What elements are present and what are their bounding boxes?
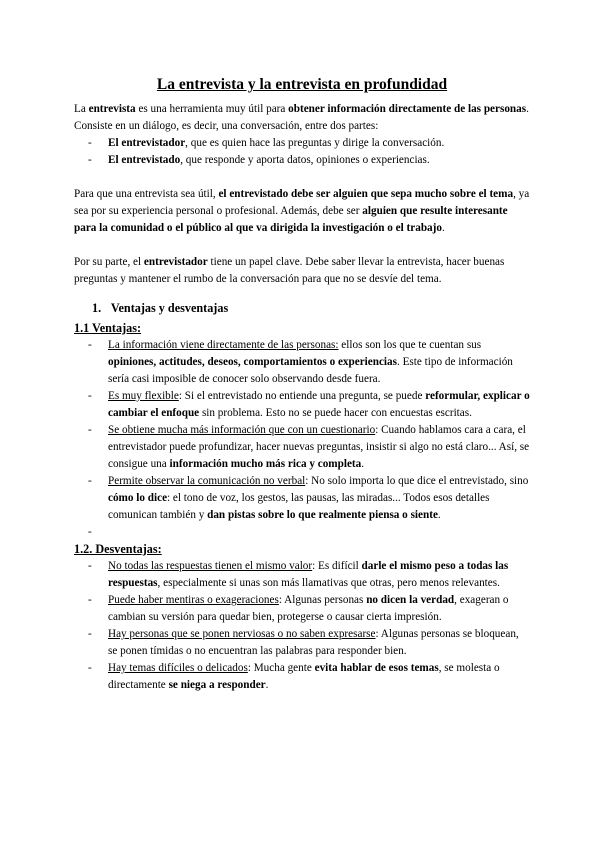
list-item-bold: El entrevistador xyxy=(108,137,186,149)
paragraph-entrevistador xyxy=(74,254,530,288)
list-item xyxy=(74,592,530,626)
spacer xyxy=(74,237,530,254)
para-bold: el entrevistado debe ser alguien que sepa mucho sobre el tema xyxy=(218,188,514,200)
list-item xyxy=(74,135,530,152)
item-bold: cómo lo dice xyxy=(108,492,168,504)
item-text: . xyxy=(437,509,441,521)
section-heading xyxy=(92,300,530,317)
list-item-text: , que es quien hace las preguntas y dirige la conversación. xyxy=(185,137,445,149)
item-underlined: Es muy flexible xyxy=(108,390,179,402)
item-text: , se molesta o directamente xyxy=(108,662,500,691)
item-text: : Si el entrevistado no entiende una pregunta, se puede xyxy=(178,390,426,402)
item-text: . xyxy=(265,679,269,691)
item-text: : Cuando hablamos cara a cara, el entrevistador puede profundizar, hacer nuevas preguntas, insistir si algo no está claro... Así, se consigue una xyxy=(108,424,530,470)
intro-paragraph xyxy=(74,101,530,135)
item-text: : Mucha gente xyxy=(247,662,315,674)
document-page xyxy=(74,76,530,694)
item-bold: darle el mismo peso a todas las respuestas xyxy=(108,560,509,589)
item-text: ellos son los que te cuentan sus xyxy=(338,339,482,351)
intro-text: . Consiste en un diálogo, es decir, una conversación, entre dos partes: xyxy=(74,103,529,132)
item-text: sin problema. Esto no se puede hacer con encuestas escritas. xyxy=(199,407,472,419)
item-text: . xyxy=(361,458,365,470)
intro-text: es una herramienta muy útil para xyxy=(135,103,289,115)
item-text: : Algunas personas se bloquean, se ponen tímidas o no encuentran las palabras para responder bien. xyxy=(108,628,519,657)
para-bold: alguien que resulte interesante para la comunidad o el público al que va dirigida la investigación o el trabajo xyxy=(74,205,508,234)
intro-bold: obtener información directamente de las personas xyxy=(288,103,527,115)
list-item xyxy=(74,422,530,473)
ventajas-heading: 1.1 Ventajas: xyxy=(74,321,142,335)
item-bold: se niega a responder xyxy=(168,679,266,691)
list-item xyxy=(74,388,530,422)
item-bold: dan pistas sobre lo que realmente piensa o siente xyxy=(207,509,438,521)
item-underlined: Puede haber mentiras o exageraciones xyxy=(108,594,279,606)
item-underlined: La información viene directamente de las personas: xyxy=(108,339,339,351)
intro-bold: entrevista xyxy=(88,103,136,115)
item-text: . Este tipo de información sería casi imposible de conocer solo observando desde fuera. xyxy=(108,356,513,385)
item-underlined: Hay personas que se ponen nerviosas o no saben expresarse xyxy=(108,628,376,640)
page-title: La entrevista y la entrevista en profundidad xyxy=(156,76,448,93)
list-item xyxy=(74,626,530,660)
item-bold: información mucho más rica y completa xyxy=(169,458,362,470)
item-text: : Algunas personas xyxy=(278,594,367,606)
item-text: : No solo importa lo que dice el entrevistado, sino xyxy=(305,475,529,487)
list-item xyxy=(74,473,530,524)
parts-list xyxy=(74,135,530,169)
list-item-text: , que responde y aporta datos, opiniones o experiencias. xyxy=(180,154,430,166)
item-bold: no dicen la verdad xyxy=(366,594,455,606)
paragraph-entrevistado xyxy=(74,186,530,237)
para-text: Para que una entrevista sea útil, xyxy=(74,188,219,200)
list-item xyxy=(74,558,530,592)
item-bold: evita hablar de esos temas xyxy=(314,662,439,674)
spacer xyxy=(74,169,530,186)
intro-text: La xyxy=(74,103,89,115)
para-bold: entrevistador xyxy=(143,256,208,268)
list-item xyxy=(74,152,530,169)
empty-list-item xyxy=(74,524,530,541)
item-text: , especialmente si unas son más llamativas que otras, pero menos relevantes. xyxy=(157,577,500,589)
item-underlined: Permite observar la comunicación no verbal xyxy=(108,475,306,487)
para-text: , ya sea por su experiencia personal o profesional. Además, debe ser xyxy=(74,188,530,217)
section-label: Ventajas y desventajas xyxy=(110,301,229,315)
list-item-bold: El entrevistado xyxy=(108,154,181,166)
item-underlined: No todas las respuestas tienen el mismo valor xyxy=(108,560,313,572)
para-text: Por su parte, el xyxy=(74,256,144,268)
item-underlined: Se obtiene mucha más información que con un cuestionario xyxy=(108,424,376,436)
desventajas-heading: 1.2. Desventajas: xyxy=(74,542,162,556)
list-item xyxy=(74,660,530,694)
section-number: 1. xyxy=(92,301,102,315)
item-bold: reformular, explicar o cambiar el enfoque xyxy=(108,390,530,419)
desventajas-list xyxy=(74,558,530,694)
ventajas-list xyxy=(74,337,530,541)
item-text: , exageran o cambian su versión para quedar bien, protegerse o causar cierta impresión. xyxy=(108,594,509,623)
item-text: : Es difícil xyxy=(312,560,362,572)
para-text: tiene un papel clave. Debe saber llevar la entrevista, hacer buenas preguntas y mantener el rumbo de la conversación para que no se desvíe del tema. xyxy=(74,256,505,285)
item-bold: opiniones, actitudes, deseos, comportamientos o experiencias xyxy=(108,356,397,368)
item-text: : el tono de voz, los gestos, las pausas, las miradas... Todos esos detalles comunican también y xyxy=(108,492,490,521)
para-text: . xyxy=(441,222,445,234)
item-underlined: Hay temas difíciles o delicados xyxy=(108,662,248,674)
list-item xyxy=(74,337,530,388)
